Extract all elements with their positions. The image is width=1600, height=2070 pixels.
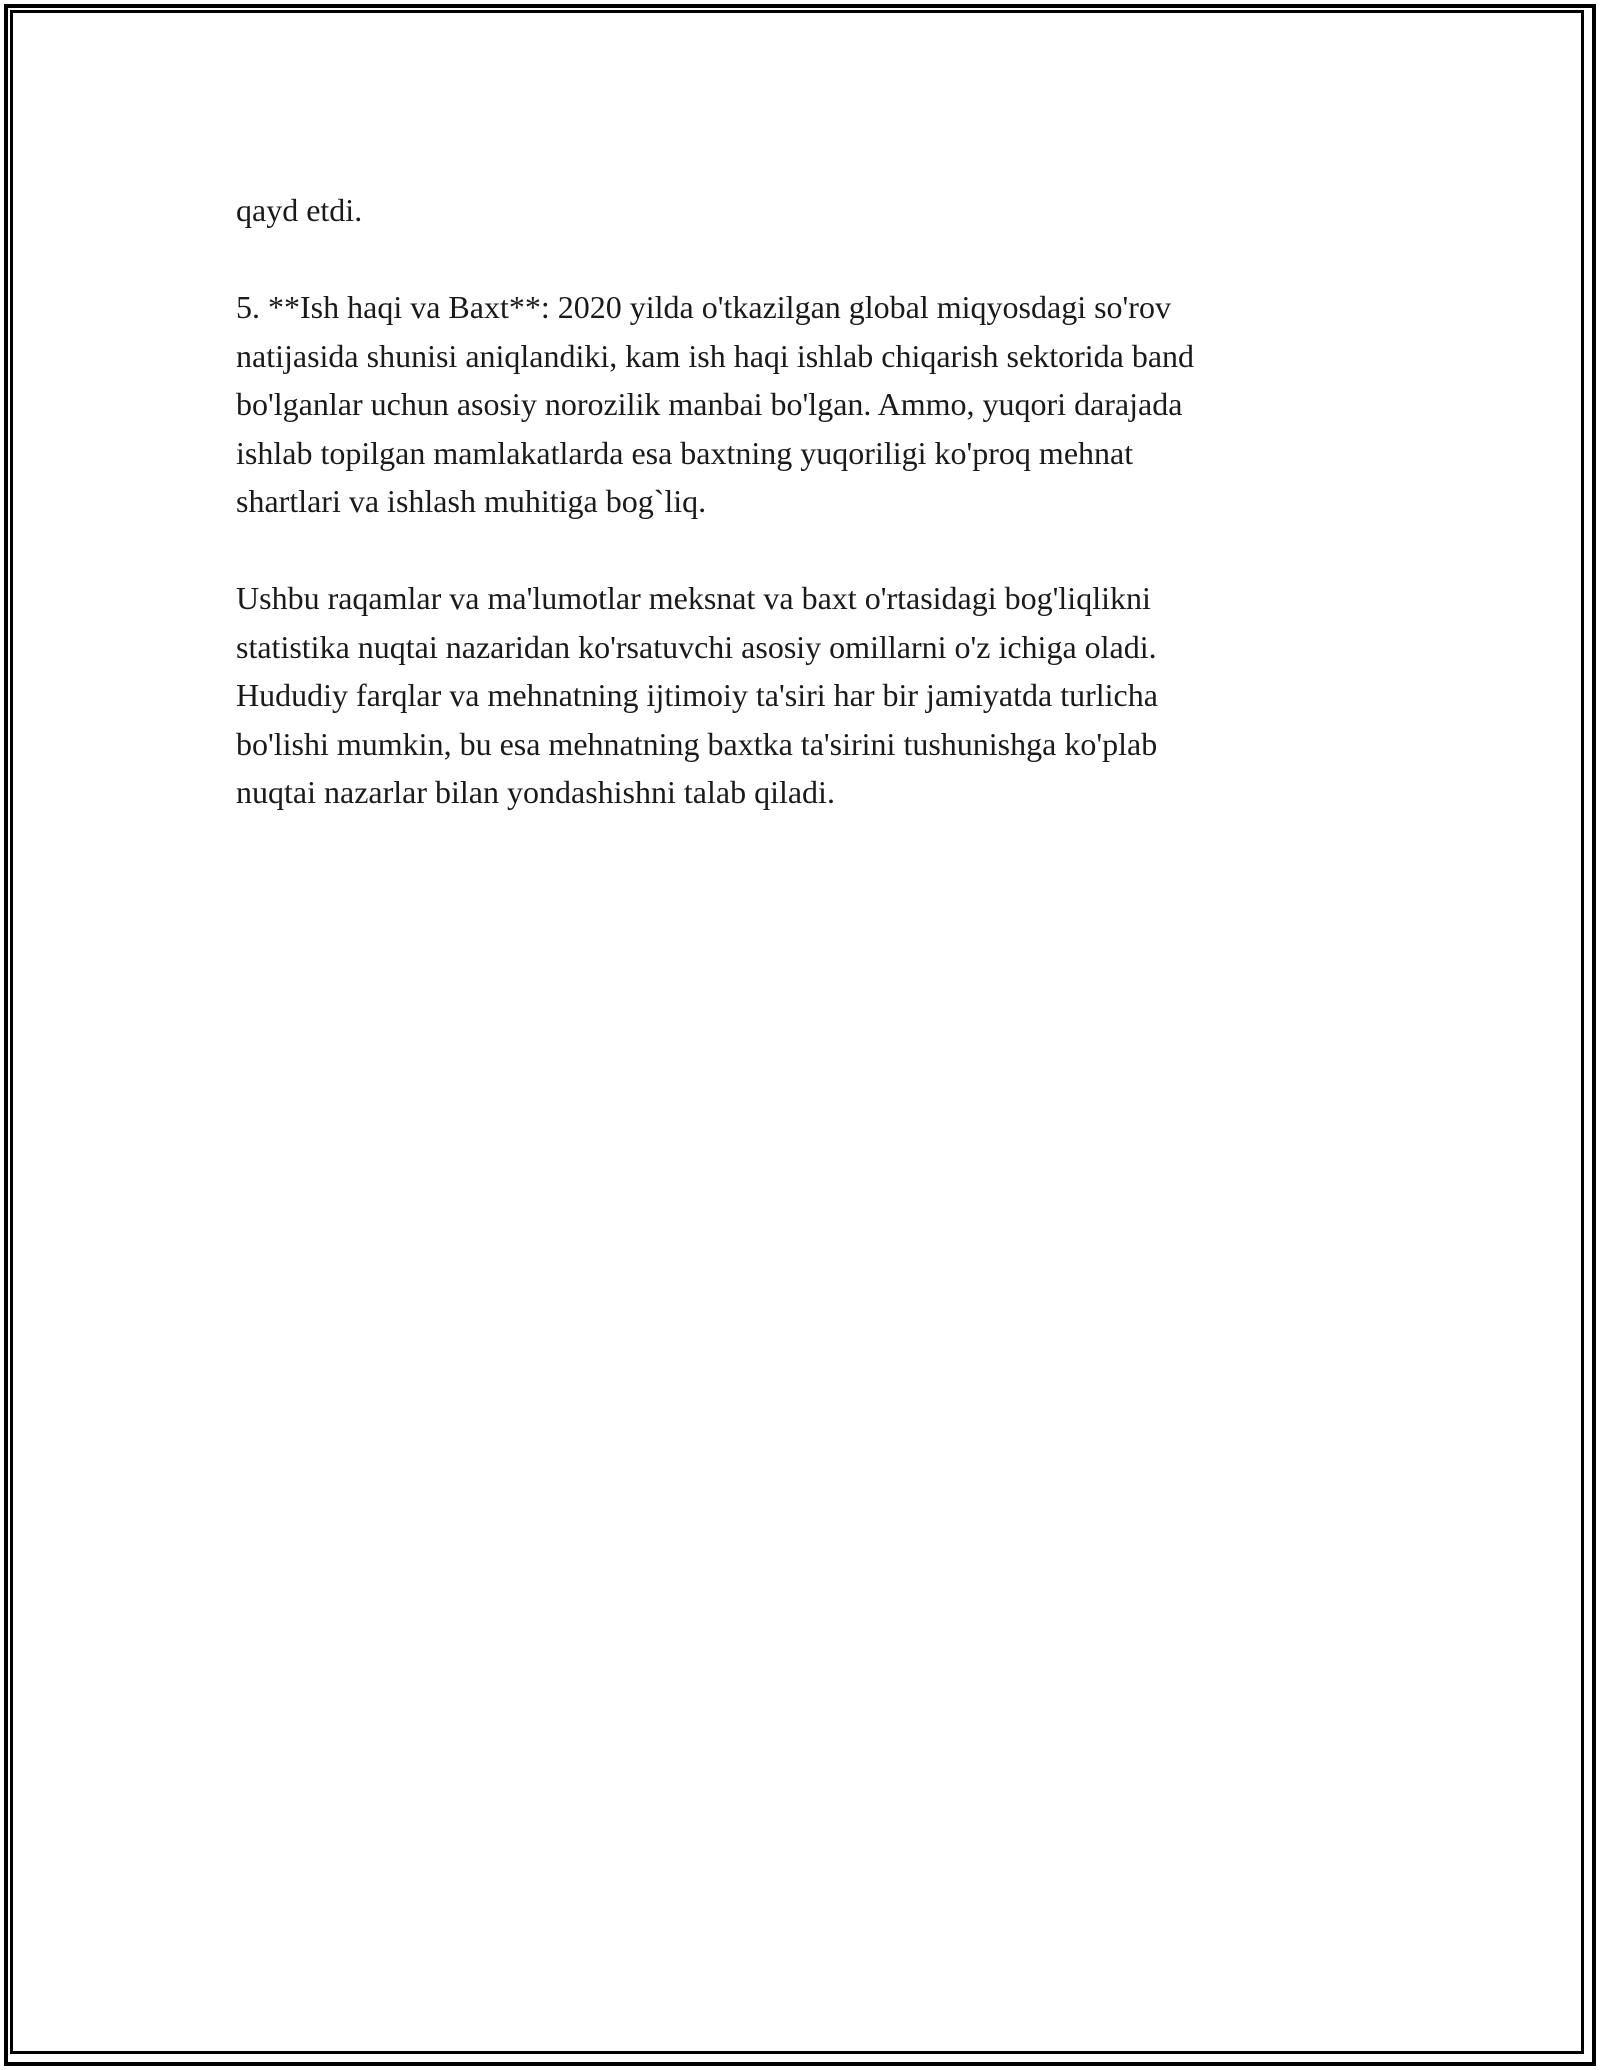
text-line: qayd etdi.: [236, 192, 363, 228]
text-line: Hududiy farqlar va mehnatning ijtimoiy ta'siri har bir jamiyatda turlicha: [236, 677, 1158, 713]
text-line: nuqtai nazarlar bilan yondashishni talab qiladi.: [236, 774, 835, 810]
text-line: ishlab topilgan mamlakatlarda esa baxtning yuqoriligi ko'proq mehnat: [236, 434, 1134, 471]
text-line: bo'lishi mumkin, bu esa mehnatning baxtka ta'sirini tushunishga ko'plab: [236, 725, 1158, 762]
text-line: shartlari va ishlash muhitiga bog`liq.: [236, 483, 707, 519]
text-line: natijasida shunisi aniqlandiki, kam ish haqi ishlab chiqarish sektorida band: [236, 337, 1195, 374]
paragraph-continuation: [236, 186, 1376, 235]
text-line: 5. **Ish haqi va Baxt**: 2020 yilda o'tkazilgan global miqyosdagi so'rov: [236, 289, 1171, 325]
text-line: Ushbu raqamlar va ma'lumotlar meksnat va baxt o'rtasidagi bog'liqlikni: [236, 580, 1151, 616]
paragraph-conclusion: [236, 574, 1376, 817]
document-body: [236, 186, 1376, 865]
text-line: bo'lganlar uchun asosiy norozilik manbai bo'lgan. Ammo, yuqori darajada: [236, 386, 1183, 422]
paragraph-wages-and-happiness: [236, 283, 1376, 526]
text-line: statistika nuqtai nazaridan ko'rsatuvchi asosiy omillarni o'z ichiga oladi.: [236, 628, 1157, 665]
